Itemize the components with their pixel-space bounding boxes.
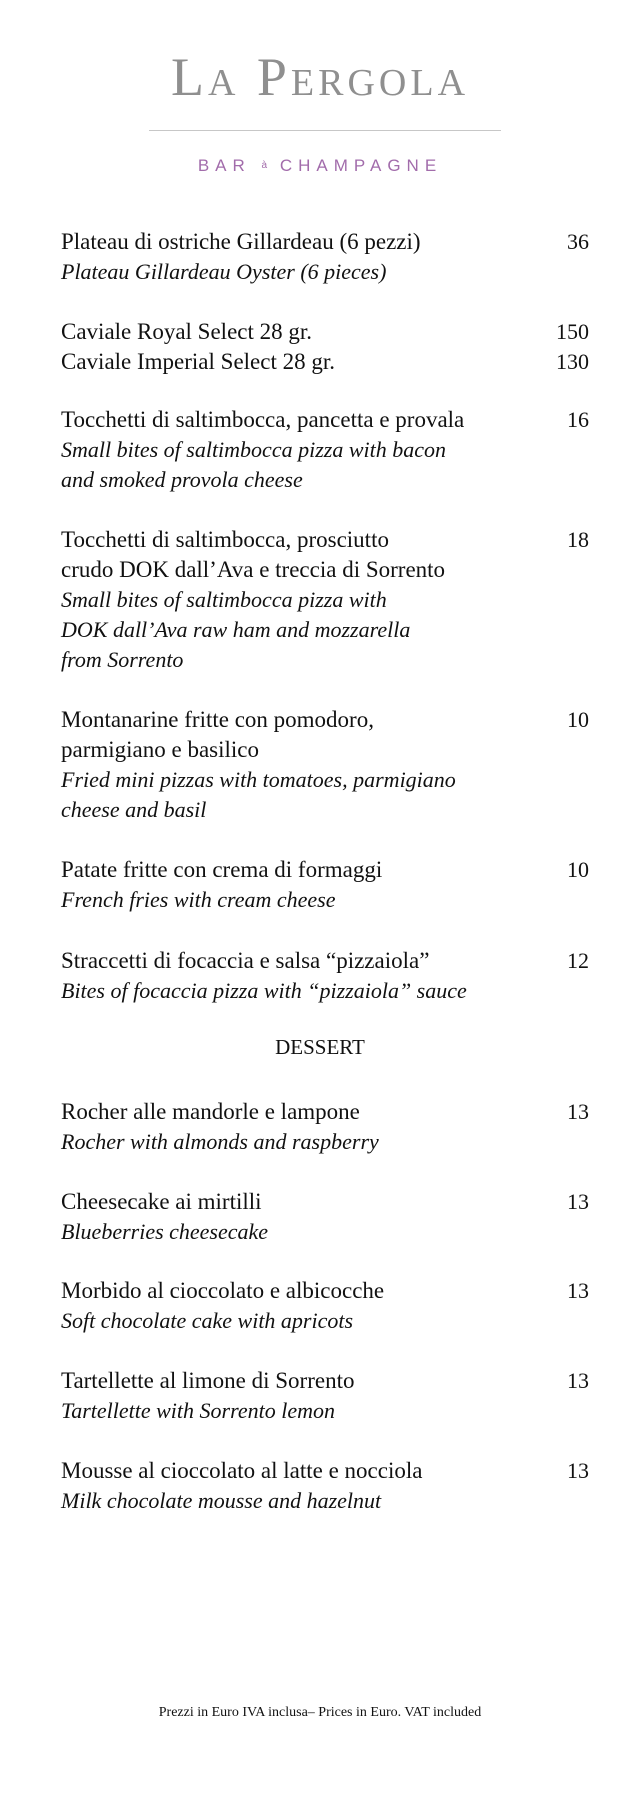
item-description: Small bites of saltimbocca pizza with bacon [61,437,446,462]
item-description: Plateau Gillardeau Oyster (6 pieces) [61,259,387,284]
item-price: 36 [567,229,589,254]
item-price: 12 [567,948,589,973]
dessert-item [61,1366,591,1426]
item-description: Blueberries cheesecake [61,1219,269,1244]
item-description: DOK dall’Ava raw ham and mozzarella [61,617,411,642]
item-price: 16 [567,407,589,432]
item-description: Soft chocolate cake with apricots [61,1308,354,1333]
dessert-item [61,1456,591,1516]
item-price: 150 [556,319,589,344]
item-name: parmigiano e basilico [61,737,259,762]
item-price: 13 [567,1458,589,1483]
menu-item [61,705,591,825]
section-heading-dessert: DESSERT [275,1035,365,1059]
dessert-item [61,1187,591,1247]
menu-item [61,946,591,1006]
item-name: Tartellette al limone di Sorrento [61,1368,355,1393]
item-description: Tartellette with Sorrento lemon [61,1398,335,1423]
tagline-a: à [261,160,270,171]
item-name: Caviale Imperial Select 28 gr. [61,349,335,374]
item-price: 13 [567,1189,589,1214]
menu-item [61,227,591,287]
menu-item [61,855,591,915]
tagline-champagne: CHAMPAGNE [279,156,443,175]
item-name: Mousse al cioccolato al latte e nocciola [61,1458,423,1483]
item-price: 13 [567,1368,589,1393]
item-name: Rocher alle mandorle e lampone [61,1099,360,1124]
price-note: Prezzi in Euro IVA inclusa– Prices in Euro. VAT included [158,1705,482,1720]
dessert-item [61,1276,591,1336]
item-description: from Sorrento [61,647,184,672]
item-description: Bites of focaccia pizza with “pizzaiola” sauce [61,978,467,1003]
item-description: Fried mini pizzas with tomatoes, parmigiano [61,767,456,792]
item-price: 13 [567,1099,589,1124]
item-name: Montanarine fritte con pomodoro, [61,707,374,732]
item-name: crudo DOK dall’Ava e treccia di Sorrento [61,557,446,582]
item-name: Tocchetti di saltimbocca, pancetta e provala [61,407,465,432]
menu-item [61,525,591,675]
item-price: 10 [567,857,589,882]
tagline-bar: BAR [197,156,251,175]
item-description: cheese and basil [61,797,207,822]
item-price: 10 [567,707,589,732]
item-description: and smoked provola cheese [61,467,303,492]
dessert-item [61,1097,591,1157]
item-price: 13 [567,1278,589,1303]
item-description: Rocher with almonds and raspberry [61,1129,379,1154]
item-name: Cheesecake ai mirtilli [61,1189,262,1214]
item-name: Caviale Royal Select 28 gr. [61,319,313,344]
item-name: Plateau di ostriche Gillardeau (6 pezzi) [61,229,421,254]
brand-name: La Pergola [170,47,470,107]
item-name: Morbido al cioccolato e albicocche [61,1278,385,1303]
item-description: Milk chocolate mousse and hazelnut [61,1488,382,1513]
item-price: 18 [567,527,589,552]
item-description: Small bites of saltimbocca pizza with [61,587,387,612]
item-price: 130 [556,349,589,374]
item-name: Straccetti di focaccia e salsa “pizzaiola” [61,948,430,973]
item-name: Patate fritte con crema di formaggi [61,857,383,882]
menu-item [61,317,591,377]
menu-item [61,405,591,495]
item-name: Tocchetti di saltimbocca, prosciutto [61,527,389,552]
item-description: French fries with cream cheese [61,887,336,912]
